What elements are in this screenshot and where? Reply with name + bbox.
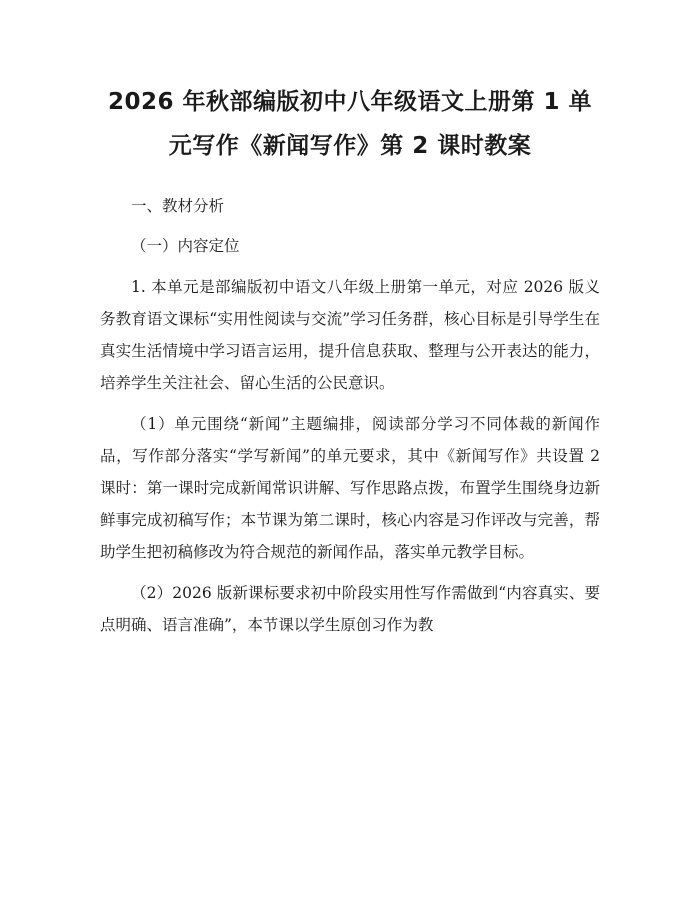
- subsection-heading-content-positioning: （一）内容定位: [131, 237, 240, 255]
- section-heading-textbook-analysis: 一、教材分析: [131, 197, 225, 215]
- title-line-1: 2026 年秋部编版初中八年级语文上册第 1 单: [107, 89, 593, 115]
- title-line-2: 元写作《新闻写作》第 2 课时教案: [168, 133, 532, 159]
- paragraph-1-1: （1）单元围绕“新闻”主题编排，阅读部分学习不同体裁的新闻作品，写作部分落实“学写新闻”的单元要求，其中《新闻写作》共设置 2 课时：第一课时完成新闻常识讲解、写作思路点拨，布置学生围绕身边新鲜事完成初稿写作；本节课为第二课时，核心内容是习作评改与完善，帮助学生把初稿修改为符合规范的新闻作品，落实单元教学目标。: [100, 415, 600, 561]
- document-title: [100, 80, 600, 168]
- paragraph-1-2: （2）2026 版新课标要求初中阶段实用性写作需做到“内容真实、要点明确、语言准确”，本节课以学生原创习作为教: [100, 584, 600, 634]
- paragraph-1: 1. 本单元是部编版初中语文八年级上册第一单元，对应 2026 版义务教育语文课标“实用性阅读与交流”学习任务群，核心目标是引导学生在真实生活情境中学习语言运用，提升信息获取、整理与公开表达的能力，培养学生关注社会、留心生活的公民意识。: [100, 278, 600, 392]
